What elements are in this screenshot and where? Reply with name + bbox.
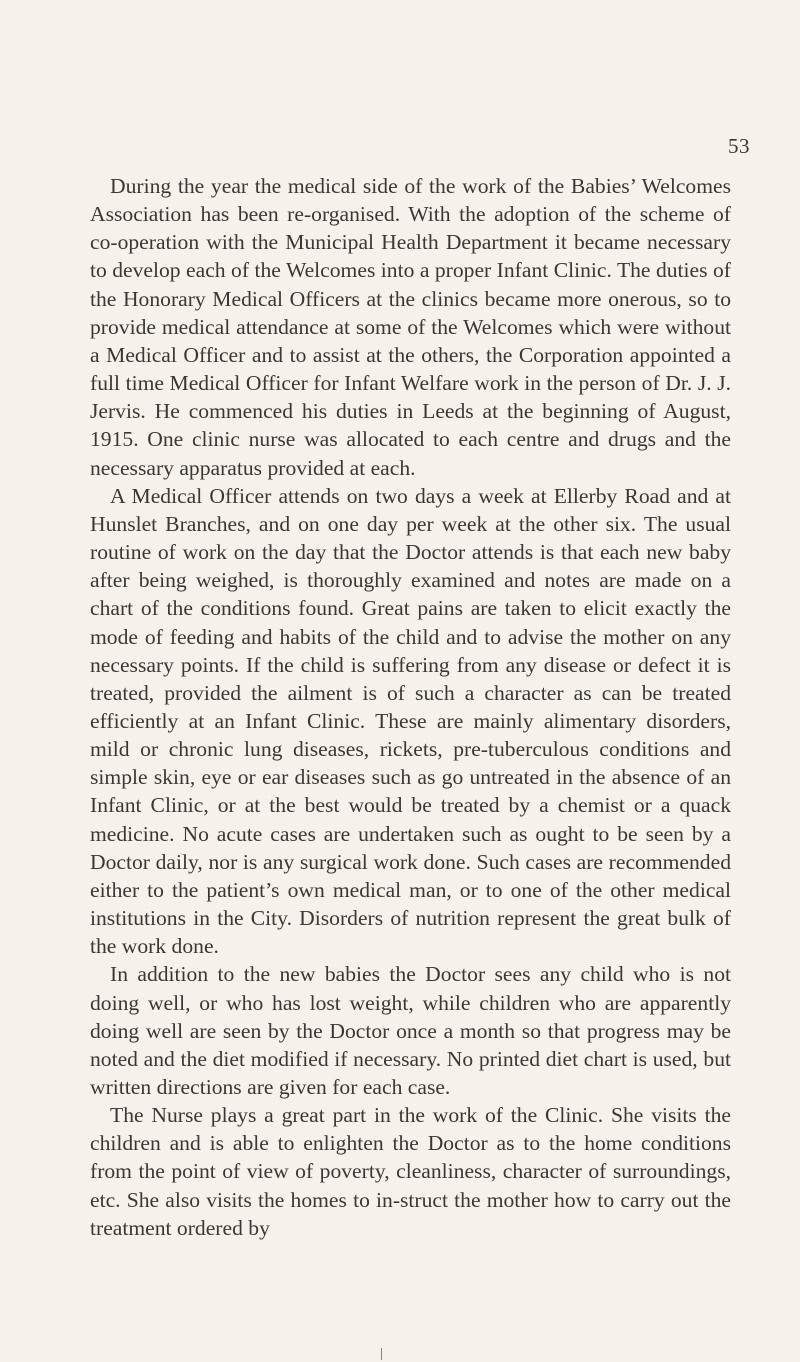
body-text [90,172,731,1242]
paragraph-reorganisation: During the year the medical side of the work of the Babies’ Welcomes Association has been re-organised. With the adoption of the scheme of co-operation with the Municipal Health Department it became necessary to develop each of the Welcomes into a proper Infant Clinic. The duties of the Honorary Medical Officers at the clinics became more onerous, so to provide medical attendance at some of the Welcomes which were without a Medical Officer and to assist at the others, the Corporation appointed a full time Medical Officer for Infant Welfare work in the person of Dr. J. J. Jervis. He commenced his duties in Leeds at the beginning of August, 1915. One clinic nurse was allocated to each centre and drugs and the necessary apparatus provided at each. [90,174,731,480]
print-mark [381,1348,382,1360]
paragraph-nurse-role: The Nurse plays a great part in the work of the Clinic. She visits the children and is able to enlighten the Doctor as to the home conditions from the point of view of poverty, cleanliness, character of surroundings, etc. She also visits the homes to in-struct the mother how to carry out the treatment ordered by [90,1103,731,1240]
page-number: 53 [728,134,750,158]
paragraph-follow-up: In addition to the new babies the Doctor sees any child who is not doing well, or who has lost weight, while children who are apparently doing well are seen by the Doctor once a month so that progress may be noted and the diet modified if necessary. No printed diet chart is used, but written directions are given for each case. [90,962,731,1099]
paragraph-clinic-routine: A Medical Officer attends on two days a week at Ellerby Road and at Hunslet Branches, and on one day per week at the other six. The usual routine of work on the day that the Doctor attends is that each new baby after being weighed, is thoroughly examined and notes are made on a chart of the conditions found. Great pains are taken to elicit exactly the mode of feeding and habits of the child and to advise the mother on any necessary points. If the child is suffering from any disease or defect it is treated, provided the ailment is of such a character as can be treated efficiently at an Infant Clinic. These are mainly alimentary disorders, mild or chronic lung diseases, rickets, pre-tuberculous conditions and simple skin, eye or ear diseases such as go untreated in the absence of an Infant Clinic, or at the best would be treated by a chemist or a quack medicine. No acute cases are undertaken such as ought to be seen by a Doctor daily, nor is any surgical work done. Such cases are recommended either to the patient’s own medical man, or to one of the other medical institutions in the City. Disorders of nutrition represent the great bulk of the work done. [90,483,731,959]
